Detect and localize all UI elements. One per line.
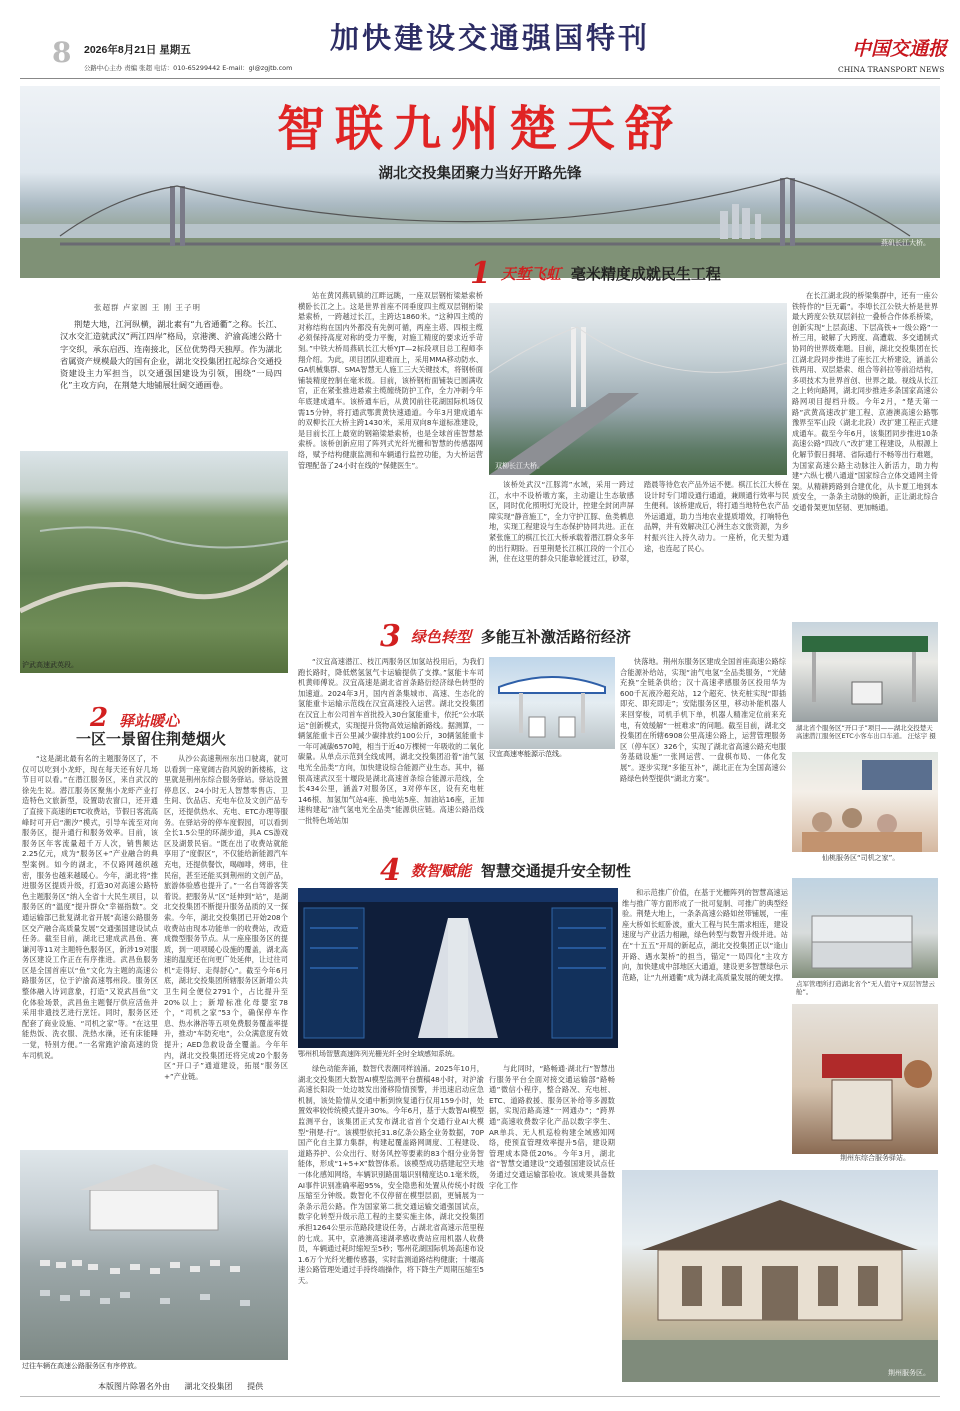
- photo-dianjun-cloud-cabin: [792, 878, 938, 978]
- footer-rule: [20, 1396, 940, 1397]
- newspaper-logo: 中国交通报: [852, 38, 948, 60]
- photo-caption-9: 过往车辆在高速公路服务区有序停放。: [22, 1362, 141, 1370]
- photo-caption-8: 荆州东综合服务驿站。: [840, 1154, 910, 1162]
- hero-subtitle: 湖北交投集团聚力当好开路先锋: [378, 166, 582, 182]
- photo-caption-10: 荆州服务区。: [888, 1369, 930, 1377]
- page-number: 8: [52, 36, 72, 69]
- header-meta: 公路中心主办 责编 张超 电话：010-65299442 E-mail：gl@zgjtb.com: [84, 64, 293, 72]
- issue-date: 2026年8月21日 星期五: [84, 44, 191, 56]
- photo-credit: 本版图片除署名外由 湖北交投集团 提供: [98, 1382, 264, 1391]
- photo-caption-4: 湖北省个服务区“开口子”项目——湖北交投楚天高速潜江服务区ETC小客车出口车道。 汪炫宇 摄: [796, 724, 936, 740]
- s1-col2-text: 该桥处武汉“江豚湾”水域，采用一跨过江，水中不设桥墩方案，主动避让生态敏感区，同时优化照明灯光设计，控建全封闭声屏障实现“静音施工”，全力守护江豚、鱼类栖息地，实现工程建设与生态保护协同共进。正在紧张施工的棋江长江大桥承载着潜江群众多年的出行期盼。百里荆楚长江棋江段的一个江心洲，住在这里的群众只能靠轮渡过江，砂翠，踏晨等待危农产品外运不便。棋江长江大桥在设计时专门增设通行通道，兼顾通行效率与民生便利。该桥建成后，将打通当地特色农产品外运通道，助力当地农业提质增效，打响特色品牌，并有效解决江心洲生态文旅资源，为乡村振兴注入持久动力。一座桥，化天堑为通途，也连起了民心。: [489, 480, 789, 564]
- s3-col2-text: 快落地。荆州东服务区建成全国首座高速公路综合能源补给站，实现“油气电氢”全品类服务，“光储充换”全链条供给；汉十高速孝感服务区投用华为600千瓦液冷超充站，12个超充、快充桩实现“即插即充、即充即走”；安陆服务区里，移动补能机器人来回穿梭，司机手机下单，机器人精准定位前来充电，有效缓解“一桩难求”的问题。截至目前，湖北交投集团在所辖6908公里高速公路上，运营管理服务区（停车区）326个，实现了湖北省高速公路充电服务基础设施“一张网运营、一盘棋布局、一体化发展”。逐步实现“多能互补”，湖北正在为全国高速公路绿色转型提供“湖北方案”。: [620, 657, 786, 783]
- photo-caption-5: 仙桃服务区“司机之家”。: [822, 854, 900, 862]
- photo-caption-6: 鄂州机场智慧高速阵列光栅光纤全时全域感知系统。: [298, 1050, 459, 1058]
- photo-xiantao-driver-home: [792, 752, 938, 852]
- section-1-heading: 1 天堑飞虹 毫米精度成就民生工程: [470, 255, 721, 291]
- s2-col1-text: “这是湖北最有名的主题服务区了，不仅可以吃到小龙虾，现在每天还有好几场节目可以看。”在潜江服务区，来自武汉的徐先生说。潜江服务区聚焦小龙虾产业打造特色文旅新型，设置助农窗口，还开通了直接下高速的ETC收费站，节假日客流高峰时可开启“潮汐”模式，引导车流至对向服务区，提升通行和服务效率。目前，该服务区年客流量超千万人次，销售额达2.25亿元，成为“服务区+”产业融合的典型案例。如今的湖北，不仅路网越织越密，服务也越来越暖心。今年，湖北将“推进服务区提质升级，打造30对高速公路特色主题服务区”纳入全省十大民生项目，以服务区的“温度”提升群众“幸福指数”。交通运输部已批复湖北省开展“高速公路服务区交产融合高质量发展”交通强国建设试点任务。截至目前，湖北已建成武昌鱼、赛谦河等11对主题特色服务区，新涉19对服务区建设工作正在有序推进。武昌鱼服务区是全国首座以“鱼”文化为主题的高速公路服务区，位于沪渝高速鄂州段。服务区整体融入诗词意象，打造“又说武昌鱼”文化体验场景，武昌鱼主题餐厅供应活鱼并采用非遗技艺进行烹饪。同时，服务区还配套了商业设施、“司机之家”等。“在这里能热饭、洗衣服、洗热水澡，还有床能睡一觉，特别方便。”一名常跑沪渝高速的货车司机说。: [22, 754, 158, 1060]
- photo-caption-1: 沪武高速武英段。: [22, 661, 78, 669]
- banner-title: 加快建设交通强国特刊: [329, 21, 650, 55]
- page-header: [0, 0, 960, 80]
- photo-ezhou-smart-highway: [298, 888, 618, 1048]
- section-4-heading: 4 数智赋能 智慧交通提升安全韧性: [380, 852, 631, 888]
- photo-huwu-expressway: [20, 451, 288, 673]
- byline: 张超群 卢家圆 王 刚 王子明: [94, 303, 202, 312]
- section-3-heading: 3 绿色转型 多能互补激活路衍经济: [380, 618, 631, 654]
- s3-col1-text: “汉宜高速潜江、枝江两服务区加氢站投用后，为我们跑长路时，降低燃氢氢气卡运输提供了支撑。”氢能卡车司机黄师傅说。汉宜高速是湖北省首条路衍经济绿色转型的加速道。2024年3月，国内首条集城市、高速、生态化的氢能重卡运输示范线在汉宜高速投入运营。湖北交投集团在汉宜上布公司首车首批投入30台氢能重卡，依托“公水联运”创新模式，实现提升货物高效运输新路线。据测算，一辆氢能重卡百公里减少碳排放约100公斤，30辆氢能重卡一年可减碳6570吨，相当于近40万棵树一年吸收的二氧化碳量。从单点示范到全线成网，湖北交投集团沿着“油气氢电光全品类”方向，加快建设综合能源产业生态。其中，福银高速武汉至十堰段是湖北高速首条综合能源示范线，全长434公里，涵盖7对服务区，3对停车区，设有充电桩146根、加氢加气站4座、换电站5座、加油站16座，正加速构建起“油气氢电光全品类”能源供应链。高速公路沿线一批特色场站加: [298, 657, 484, 825]
- photo-shuangliu-bridge: [489, 303, 787, 475]
- intro-text: 荆楚大地，江河纵横，湖北素有“九省通衢”之称。长江、汉水交汇造就武汉“两江四岸”格局，京港澳、沪渝高速公路十字交织，承东启西、连南接北，区位优势得天独厚。作为湖北省属资产规模最大的国有企业，湖北交投集团扛起综合交通投资建设主力军担当，以交通强国建设为引领，围绕“一局四化”主攻方向，在荆楚大地铺展壮阔交通画卷。: [60, 319, 282, 391]
- hero-caption: 燕矶长江大桥。: [881, 239, 930, 247]
- photo-hanyi-energy: [489, 657, 615, 749]
- hero-title: 智联九州楚天舒: [276, 101, 683, 157]
- photo-jingzhou-east-station: [792, 1004, 938, 1154]
- photo-caption-3: 汉宜高速枣能源示范线。: [489, 750, 566, 758]
- section-2-heading: 2 驿站暖心: [90, 703, 180, 733]
- header-rule: [20, 78, 940, 79]
- photo-service-area-parking: [20, 1150, 288, 1360]
- s4-col1-text: 绿色动能奔涌，数智代表潮同样汹涌。2025年10月，湖北交投集团大数智AI模型监测平台撰稿48小时，对沪渝高速长阳段一处边坡发出滑移险情预警，并迅速启动应急机制，该处险情从交通中断到恢复通行仅用159小时，处置效率较传统模式提升30%。今年6月，基于大数智AI模型监测平台，该集团正式发布湖北省首个交通行业AI大模型“荆楚·行”。该模型依托31.8亿条公路全业务数据，70P国产化自主算力集群，构建起覆盖路网调度、工程建设、道路养护、公众出行、财务风控等要素的83个细分业务智能体，形成“1+5+X”数智体系。该模型成功搭建起空天地一体化感知网络，车辆识别路面塌识别精度达0.1毫米级，AI事件识别准确率超95%，安全隐患和处置从传统小时级压缩至分钟级。数智化不仅停留在模型层面，更铺展为一条条示范公路。作为国家第二批交通运输交通强国试点，数字化转型升级示范工程的主要实施主体，湖北交投集团承担1264公里示范路段建设任务，占湖北省高速示范里程的七成。其中，京港澳高速湖孝感收费站应用机器人收费员，车辆通过耗时缩短至5秒；鄂州花湖国际机场高速布设1.6万个光纤光栅传感器，实时监测道路结构健康；十堰高速公路管理处通过手持终端操作，将下降生产周期压缩至5天。: [298, 1064, 484, 1285]
- s4-col2-text: 与此同时，“路畅通·湖北行”智慧出行服务平台全面对接交通运输部“路畅通”微信小程序，整合路况、充电桩、ETC、道路救援、服务区补给等多源数据，实现沿路高速“一网通办”；“跨界通”高速收费数字化产品以数字孪生、AR单兵、无人机巡检构建全域感知网络，使预直管理效率提升5倍，建设期管理成本降低20%。今年3月，湖北省“智慧交通建设”交通强国建设试点任务通过交通运输部验收。该成果具备数字化工作: [489, 1064, 615, 1190]
- photo-qianjiang-etc: [792, 622, 938, 722]
- photo-jingzhou-service-area: [622, 1170, 938, 1382]
- photo-caption-7: 点军管理所打造湖北省个“无人值守+双层智慧云舱”。: [796, 980, 935, 996]
- s4-col3-text: 和示范推广价值，在基于光栅阵列的智慧高速运维与推广等方面形成了一批可复制、可推广的典型经验。荆楚大地上，一条条高速公路如丝带铺展，一座座大桥如长虹卧波，重大工程与民生需求相连，建设速度与产业活力相融，绿色转型与数智升级并进。站在“十五五”开局的新起点，湖北交投集团正以“逢山开路、遇水架桥”的担当，锚定“一局四化”主攻方向，加快建成中部地区大通道，建设更多智慧绿色示范路，让“九州通衢”成为湖北高质量发展的硬支撑。: [622, 888, 788, 982]
- photo-caption-2: 双柳长江大桥。: [495, 462, 544, 470]
- s1-col3-text: 在长江湖北段的桥梁集群中，还有一座公铁特作的“巨无霸”。李埠长江公铁大桥是世界最大跨度公铁双层斜拉一叠桥合作体系桥梁，创新实现“上层高速、下层高铁+一级公路”一桥三用，破解了大跨度、高遭载、多交通制式协同的世界级难题。目前，湖北交投集团在长江湖北段同步推进了座长江大桥建设，涵盖公铁两用、双层悬索、组合等斜拉等前沿结构，多项技术为世界首创、世界之最。视线从长江之上转向路网，湖北同步推进多条国家高速公路网项目提档升级。今年2月，“楚天第一路”武黄高速改扩建工程、京港澳高速公路鄂豫界至军山段（湖北北段）改扩建工程正式建成通车。截至今年6月，该集团同步推进10条高速公路“四改八”改扩建工程建设，从根源上化解节假日拥堵、省际通行不畅等出行难题，为国家高速公路主动脉注入新活力，助力构建“六纵七横八通道”国家综合立体交通网主骨架。从精耕跨路到合建优化，从卡夏工地到本质安全，一条条主动脉的焕新，正让湖北综合交通骨架更加坚韧、更加畅通。: [792, 291, 938, 512]
- s1-col1-text: 站在黄冈燕矶镇的江畔远眺，一座双层钢桁梁悬索桥横卧长江之上。这是世界首座不同垂度四主缆双层钢桁梁悬索桥，一跨越过长江，主跨达1860米。“这种四主缆的对称结构在国内外都没有先例可循，两座主塔、四根主缆必须保持高度对称的受力平衡，对施工精度的要求近乎苛刻。”中铁大桥局燕矶长江大桥YJT—2标段项目总工程师李翔介绍。为此，项目团队迎难而上，采用MMA移动防水、GA机械集群、SMA智慧无人施工三大关键技术，将钢桥面铺装精度控制在毫米级。目前，该桥钢桁面铺装已圆满收官，正在紧张推进悬索主缆缠绕防护工作，全力冲刺今年年底建成通车。该桥通车后，从黄冈前往花湖国际机场仅需15分钟，将打通武鄂黄黄快速通道。今年3月建成通车的双柳长江大桥主跨1430米，采用双向8车道标准建设，是目前长江上最宽的钢箱梁悬索桥，也是全球首座智慧悬索桥。该桥创新应用了阵列式光纤光栅和智慧的传感器网络，赋予结构健康监测和车辆通行监控功能，为大桥运营管理配备了24小时在线的“保健医生”。: [298, 291, 483, 470]
- s2-col2-text: 从沙公高速荆州东出口驶离，就可以看到一座宽阔古韵风貌的新楼栋，这里就是荆州东综合服务驿站。驿站设置停息区、24小时无人智慧零售店、卫生间、饮品店、充电车位及文创产品专区，还提供热水、充电、ETC办理等服务。在驿站旁的停车度假园，可以看到全长1.5公里的环湖步道，具A CS游戏区及湖景民宿。“既在出了收费站就能享用了“度假区”，不仅能给新能源汽车充电，还提供餐饮，喝咖啡，烤串，住民宿，甚至还能买到荆州的文创产品，旅游体验感也提升了。”一名自驾游客笑着说。把服务从“区”延伸到“站”，是湖北交投集团不断提升服务品质的又一探索。今年，湖北交投集团已开始208个收费站由现本功能单一的收费站，改造成微型服务节点。从一座座服务区的提质，到一项项暖心设施的覆盖，湖北高速的温度还在向更广处延伸，让过往司机“走得好、走得舒心”。截至今年6月底，湖北交投集团所辖服务区新增公共卫生间全便位2791个，占比提升至20%以上；新增标准化母婴室78个，“司机之家”53个，确保停车作息、热水淋浴等五项免费服务覆盖率提升，推动“车防充电”，公众满意度有效提升；AED急救设备全覆盖。今年年内，湖北交投集团还将完成20个服务区“开口子”通道建设，拓展“服务区+”产业链。: [164, 754, 288, 1081]
- section-2-title: 一区一景留住荆楚烟火: [76, 730, 227, 748]
- newspaper-logo-en: CHINA TRANSPORT NEWS: [838, 65, 945, 74]
